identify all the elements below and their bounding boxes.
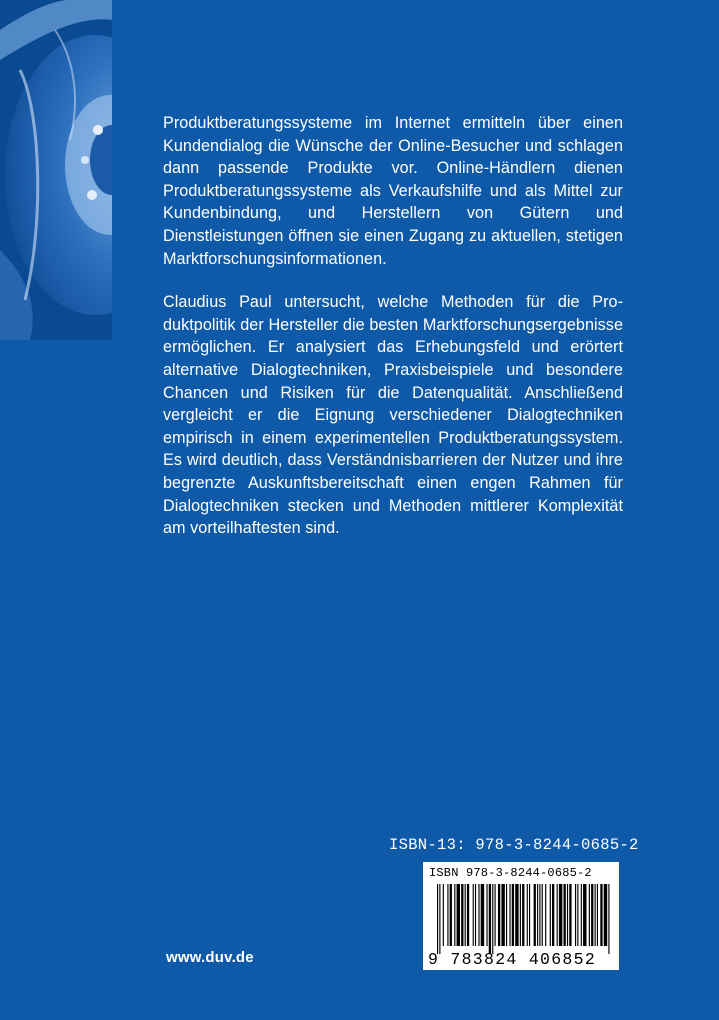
barcode-bar: [467, 884, 469, 946]
blurb-paragraph-2: Claudius Paul untersucht, welche Methoden für die Produktpolitik der Hersteller die besten Marktforschungsergebnisse ermöglichen. Er analysiert das Erhebungsfeld und erörtert alternative Dialogtechniken, Praxisbeispiele und besondere Chancen und Risiken für die Datenqualität. Anschließend vergleicht er die Eignung verschiedener Dialogtechniken empirisch in einem experimentellen Produktberatungssystem. Es wird deutlich, dass Verständnisbarrieren der Nutzer und ihre begrenzte Auskunftsbereitschaft einen engen Rahmen für Dialogtechniken stecken und Methoden mittlerer Komplexität am vorteilhaftesten sind.: [163, 293, 623, 538]
barcode-bar: [569, 884, 571, 946]
barcode-bar: [527, 884, 528, 946]
barcode-bar: [545, 884, 546, 946]
barcode-bar: [454, 884, 455, 946]
barcode-bar: [559, 884, 562, 946]
barcode-bar: [506, 884, 507, 946]
barcode-isbn-label: ISBN 978-3-8244-0685-2: [429, 866, 592, 880]
barcode-bar: [591, 884, 593, 946]
wheel-photo-icon: [0, 0, 112, 340]
barcode-bar: [461, 884, 463, 946]
barcode-bar: [478, 884, 479, 946]
isbn-13-label: ISBN-13: 978-3-8244-0685-2: [389, 836, 639, 854]
barcode-bar: [501, 884, 504, 946]
barcode-bar: [595, 884, 596, 946]
barcode-bar: [450, 884, 452, 946]
barcode-bar: [443, 884, 444, 946]
barcode-icon: [437, 884, 611, 954]
barcode-bar: [604, 884, 607, 946]
back-cover-blurb: [163, 112, 623, 540]
barcode-bar: [529, 884, 530, 946]
barcode-bar: [520, 884, 521, 946]
barcode-bar: [542, 884, 543, 946]
cover-photo-fragment: [0, 0, 112, 340]
barcode-bar: [564, 884, 566, 946]
barcode-bar: [437, 884, 438, 954]
barcode-bar: [589, 884, 590, 946]
barcode-bar: [439, 884, 440, 954]
barcode-bar: [492, 884, 493, 954]
barcode-bar: [489, 884, 491, 954]
barcode-bar: [515, 884, 518, 946]
barcode-bar: [509, 884, 510, 946]
barcode-bar: [486, 884, 487, 946]
barcode-bar: [495, 884, 496, 946]
barcode-bar: [537, 884, 538, 946]
blurb-paragraph-1: Produktberatungssysteme im Internet ermitteln über einen Kundendialog die Wünsche der Online-Besucher und schlagen dann passende Produkte vor. Online-Händlern dienen Produktberatungssysteme als Verkaufshilfe und als Mittel zur Kundenbindung, und Herstellern von Gütern und Dienstleistungen öffnen sie einen Zugang zu aktuellen, stetigen Marktforschungsinformationen.: [163, 114, 623, 268]
publisher-website: www.duv.de: [166, 949, 254, 966]
barcode-bar: [552, 884, 554, 946]
barcode-bar: [581, 884, 582, 946]
barcode-bar: [534, 884, 536, 946]
barcode-bar: [522, 884, 524, 946]
barcode-bar: [577, 884, 578, 946]
barcode-bar: [557, 884, 558, 946]
barcode-bar: [447, 884, 448, 946]
barcode-bar: [475, 884, 476, 946]
barcode-bar: [583, 884, 586, 946]
barcode-bar: [481, 884, 484, 946]
barcode-bar: [539, 884, 540, 946]
barcode-bar: [608, 884, 609, 954]
barcode-bar: [473, 884, 474, 946]
barcode-bar: [600, 884, 602, 946]
barcode-bar: [597, 884, 598, 946]
barcode-bar: [498, 884, 500, 946]
barcode-bar: [550, 884, 551, 946]
barcode-bar: [465, 884, 466, 946]
barcode-digits: 9 783824 406852: [428, 950, 597, 969]
barcode-bar: [575, 884, 576, 946]
barcode-bar: [457, 884, 460, 946]
barcode-bar: [567, 884, 568, 946]
barcode: [423, 862, 619, 970]
barcode-bar: [512, 884, 514, 946]
